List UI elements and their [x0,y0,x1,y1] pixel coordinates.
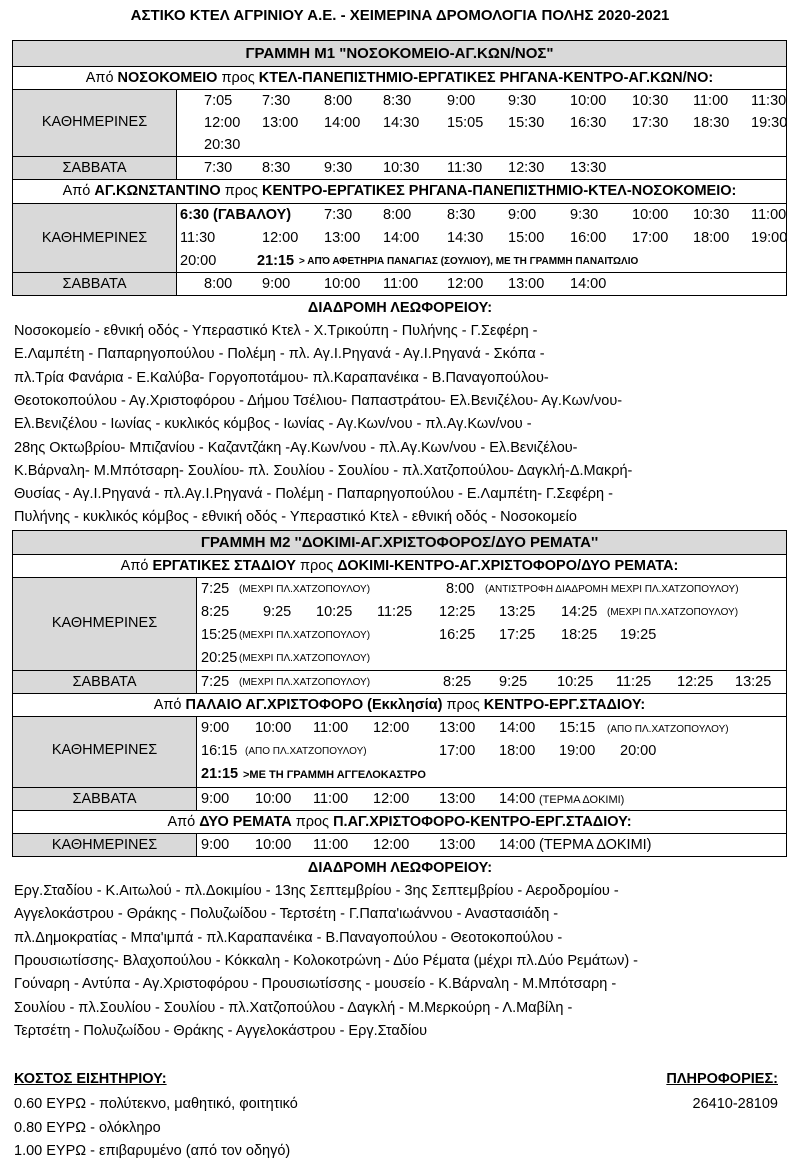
time: 11:00 [383,276,419,292]
time: 16:15 [201,743,238,759]
time: 21:15 [201,766,239,782]
m2-d2-weekday-times [196,716,787,788]
route-note: (ΑΠΟ ΠΛ.ΧΑΤΖΟΠΟΥΛΟΥ) [245,746,367,757]
time: 19:00 [751,230,788,246]
m2-header: ΓΡΑΜΜΗ Μ2 ''ΔΟΚΙΜΙ-ΑΓ.ΧΡΙΣΤΟΦΟΡΟΣ/ΔΥΟ ΡΕΜΑΤΑ'' [200,534,599,551]
time: 12:00 [447,276,484,292]
time: 7:30 [324,207,353,223]
time: 20:25 [201,650,238,666]
time: 11:30 [447,160,483,176]
m2-d1-saturday-label-cell [12,670,197,694]
m2-dir3-row [12,810,787,834]
m2-d3-weekday-times [196,833,787,857]
weekday-label: ΚΑΘΗΜΕΡΙΝΕΣ [51,837,158,853]
time: 9:00 [201,791,230,807]
time: 13:00 [508,276,545,292]
route-line: Ε.Λαμπέτη - Παπαρηγοπούλου - Πολέμη - πλ. Αγ.Ι.Ρηγανά - Αγ.Ι.Ρηγανά - Σκόπα - [14,346,545,363]
time: 8:00 [204,276,233,292]
time: 19:30 [751,115,788,131]
weekday-label: ΚΑΘΗΜΕΡΙΝΕΣ [41,230,148,246]
m1-d2-saturday-label-cell [12,272,177,296]
m2-dir2-row [12,693,787,717]
time: 17:00 [439,743,476,759]
fares-title: ΚΟΣΤΟΣ ΕΙΣΗΤΗΡΙΟΥ: [14,1071,167,1087]
time: 11:00 [313,720,349,736]
m2-dir1-row [12,554,787,578]
route-note: > ΑΠΌ ΑΦΕΤΗΡΙΑ ΠΑΝΑΓΙΑΣ (ΣΟΥΛΙΟΥ), ΜΕ ΤΗ ΓΡΑΜΜΗ ΠΑΝΑΙΤΩΛΙΟ [299,256,639,267]
time: 9:30 [570,207,599,223]
time: 20:00 [180,253,217,269]
route-line: Προυσιωτίσσης- Βλαχοπούλου - Κόκκαλη - Κολοκοτρώνη - Δύο Ρέματα (μέχρι πλ.Δύο Ρεμάτων) - [14,952,639,969]
m1-d1-saturday-times [176,156,787,180]
m1-header-box [12,40,787,67]
time: 15:25 [201,627,238,643]
time: 8:30 [383,93,412,109]
info-phone: 26410-28109 [692,1096,778,1112]
time: 10:00 [632,207,669,223]
time: 7:25 [201,674,230,690]
route-note: >ΜΕ ΤΗ ΓΡΑΜΜΗ ΑΓΓΕΛΟΚΑΣΤΡΟ [243,769,426,781]
m1-dir2-label: Από ΑΓ.ΚΩΝΣΤΑΝΤΙΝΟ προς ΚΕΝΤΡΟ-ΕΡΓΑΤΙΚΕΣ ΡΗΓΑΝΑ-ΠΑΝΕΠΙΣΤΗΜΙΟ-ΚΤΕΛ-ΝΟΣΟΚΟΜΕΙΟ: [62,183,737,199]
m1-d2-weekday-times [176,203,787,273]
time: 13:00 [324,230,361,246]
time: 10:00 [570,93,607,109]
time: 8:25 [201,604,230,620]
time: 20:30 [204,137,241,153]
time: 16:00 [570,230,607,246]
time: 13:00 [439,720,476,736]
time: 15:00 [508,230,545,246]
time: 12:30 [508,160,545,176]
m1-d2-weekday-label-cell [12,203,177,273]
time: 8:30 [447,207,476,223]
time: 10:30 [632,93,669,109]
time: 20:00 [620,743,657,759]
time: 14:30 [383,115,420,131]
page-title: ΑΣΤΙΚΟ ΚΤΕΛ ΑΓΡΙΝΙΟΥ Α.Ε. - ΧΕΙΜΕΡΙΝΑ ΔΡΟΜΟΛΟΓΙΑ ΠΟΛΗΣ 2020-2021 [130,7,670,24]
time: 13:00 [439,837,476,853]
time: 14:00 [324,115,361,131]
m1-dir1-label: Από ΝΟΣΟΚΟΜΕΙΟ προς ΚΤΕΛ-ΠΑΝΕΠΙΣΤΗΜΙΟ-ΕΡΓΑΤΙΚΕΣ ΡΗΓΑΝΑ-ΚΕΝΤΡΟ-ΑΓ.ΚΩΝ/ΝΟ: [85,70,714,86]
m2-d3-weekday-label-cell [12,833,197,857]
time: 9:30 [324,160,353,176]
weekday-label: ΚΑΘΗΜΕΡΙΝΕΣ [51,742,158,758]
time: 11:30 [180,230,216,246]
time: 13:00 [439,791,476,807]
route-line: Κ.Βάρναλη- Μ.Μπότσαρη- Σουλίου- πλ. Σουλίου - Σουλίου - πλ.Χατζοπούλου- Δαγκλή-Δ.Μακρή- [14,462,633,479]
time: 13:00 [262,115,299,131]
route-line: πλ.Δημοκρατίας - Μπα'ιμπά - πλ.Καραπανέικα - Β.Παναγοπούλου - Θεοτοκοπούλου - [14,929,563,946]
route-line: Γούναρη - Αντύπα - Αγ.Χριστοφόρου - Προυσιωτίσσης - μουσείο - Κ.Βάρναλη - Μ.Μπότσαρη - [14,976,617,993]
m1-d1-weekday-times [176,89,787,157]
time: 11:00 [313,791,349,807]
time: 10:00 [255,837,292,853]
route-note: (ΜΕΧΡΙ ΠΛ.ΧΑΤΖΟΠΟΥΛΟΥ) [239,677,371,688]
time: 9:00 [201,837,230,853]
route-line: 1.00 ΕΥΡΩ - επιβαρυμένο (από τον οδηγό) [14,1143,291,1159]
time: 9:25 [499,674,528,690]
time: 8:00 [324,93,353,109]
time: 7:25 [201,581,230,597]
route-line: Θυσίας - Αγ.Ι.Ρηγανά - πλ.Αγ.Ι.Ρηγανά - Πολέμη - Παπαρηγοπούλου - Ε.Λαμπέτη- Γ.Σεφέρη - [14,486,613,503]
time: 18:00 [693,230,730,246]
time: 14:00 [499,837,536,853]
time: 13:25 [735,674,772,690]
time: 7:30 [204,160,233,176]
time: 11:25 [616,674,652,690]
route-line: Εργ.Σταδίου - Κ.Αιτωλού - πλ.Δοκιμίου - 13ης Σεπτεμβρίου - 3ης Σεπτεμβρίου - Αεροδρομίου - [14,883,619,899]
route-line: πλ.Τρία Φανάρια - Ε.Καλύβα- Γοργοποτάμου- πλ.Καραπανέικα - Β.Παναγοπούλου- [14,369,549,386]
time: 11:25 [377,604,413,620]
time: 15:05 [447,115,484,131]
time: 17:25 [499,627,536,643]
time: 13:25 [499,604,536,620]
time: 10:00 [255,720,292,736]
m2-dir1-label: Από ΕΡΓΑΤΙΚΕΣ ΣΤΑΔΙΟΥ προς ΔΟΚΙΜΙ-ΚΕΝΤΡΟ-ΑΓ.ΧΡΙΣΤΟΦΟΡΟ/ΔΥΟ ΡΕΜΑΤΑ: [120,558,679,574]
time: 11:00 [751,207,787,223]
route-note: (ΜΕΧΡΙ ΠΛ.ΧΑΤΖΟΠΟΥΛΟΥ) [607,607,739,618]
route-note: (ΜΕΧΡΙ ΠΛ.ΧΑΤΖΟΠΟΥΛΟΥ) [239,630,371,641]
time: 12:25 [677,674,714,690]
weekday-label: ΚΑΘΗΜΕΡΙΝΕΣ [41,114,148,130]
time: 21:15 [257,253,295,269]
time: 13:30 [570,160,607,176]
time: 11:00 [313,837,349,853]
time: 7:30 [262,93,291,109]
time: 14:30 [447,230,484,246]
info-title: ΠΛΗΡΟΦΟΡΙΕΣ: [666,1071,778,1087]
m2-d1-weekday-label-cell [12,577,197,671]
time: 14:00 [570,276,607,292]
route-line: Πυλήνης - κυκλικός κόμβος - εθνική οδός - Υπεραστικό Κτελ - εθνική οδός - Νοσοκομείο [14,509,577,526]
time: 10:00 [255,791,292,807]
route-line: Νοσοκομείο - εθνική οδός - Υπεραστικό Κτελ - Χ.Τρικούπη - Πυλήνης - Γ.Σεφέρη - [14,323,538,339]
saturday-label: ΣΑΒΒΑΤΑ [72,674,137,690]
route-note: (ΑΠΟ ΠΛ.ΧΑΤΖΟΠΟΥΛΟΥ) [607,724,729,735]
time: 12:25 [439,604,476,620]
time: 7:05 [204,93,233,109]
time: 17:00 [632,230,669,246]
m2-d1-weekday-times [196,577,787,671]
m2-d2-saturday-times [196,787,787,811]
time: 9:00 [447,93,476,109]
time: 19:25 [620,627,657,643]
time: 9:25 [263,604,292,620]
time: 12:00 [373,837,410,853]
weekday-label: ΚΑΘΗΜΕΡΙΝΕΣ [51,615,158,631]
route-line: Αγγελοκάστρου - Θράκης - Πολυζωίδου - Τερτσέτη - Γ.Παπα'ιωάννου - Αναστασιάδη - [14,906,559,923]
m1-header: ΓΡΑΜΜΗ Μ1 "ΝΟΣΟΚΟΜΕΙΟ-ΑΓ.ΚΩΝ/ΝΟΣ" [245,45,554,62]
time: 19:00 [559,743,596,759]
time: 18:25 [561,627,598,643]
time: 12:00 [373,720,410,736]
saturday-label: ΣΑΒΒΑΤΑ [72,791,137,807]
time: 11:00 [693,93,729,109]
route-line: Τερτσέτη - Πολυζωίδου - Θράκης - Αγγελοκάστρου - Εργ.Σταδίου [14,1022,428,1039]
time: 10:25 [316,604,353,620]
m2-header-box [12,530,787,555]
time: 12:00 [204,115,241,131]
route-line: Σουλίου - πλ.Σουλίου - Σουλίου - πλ.Χατζοπούλου - Δαγκλή - Μ.Μερκούρη - Λ.Μαβίλη - [14,999,573,1016]
time: 14:25 [561,604,598,620]
time: 9:30 [508,93,537,109]
time: 12:00 [373,791,410,807]
time: 9:00 [262,276,291,292]
time: 11:30 [751,93,787,109]
m1-d1-saturday-label-cell [12,156,177,180]
time: 16:30 [570,115,607,131]
time: 17:30 [632,115,669,131]
time: 14:00 [383,230,420,246]
route-line: Ελ.Βενιζέλου - Ιωνίας - κυκλικός κόμβος - Ιωνίας - Αγ.Κων/νου - πλ.Αγ.Κων/νου - [14,416,532,433]
time: 8:30 [262,160,291,176]
first-departure: 6:30 (ΓΑΒΑΛΟΥ) [180,207,292,223]
m1-dir1-row [12,66,787,90]
route-note: (ΤΕΡΜΑ ΔΟΚΙΜΙ) [539,837,652,853]
time: 12:00 [262,230,299,246]
m2-dir3-label: Από ΔΥΟ ΡΕΜΑΤΑ προς Π.ΑΓ.ΧΡΙΣΤΟΦΟΡΟ-ΚΕΝΤΡΟ-ΕΡΓ.ΣΤΑΔΙΟΥ: [167,814,632,830]
route-line: 0.60 ΕΥΡΩ - πολύτεκνο, μαθητικό, φοιτητικό [14,1096,298,1112]
time: 14:00 [499,791,536,807]
time: 8:00 [446,581,475,597]
time: 15:30 [508,115,545,131]
time: 8:00 [383,207,412,223]
route-line: 0.80 ΕΥΡΩ - ολόκληρο [14,1119,161,1136]
time: 9:00 [201,720,230,736]
m1-d2-saturday-times [176,272,787,296]
time: 10:00 [324,276,361,292]
m1-dir2-row [12,179,787,204]
route-note: (ΜΕΧΡΙ ΠΛ.ΧΑΤΖΟΠΟΥΛΟΥ) [239,584,371,595]
time: 14:00 [499,720,536,736]
route-line: Θεοτοκοπούλου - Αγ.Χριστοφόρου - Δήμου Τσέλιου- Παπαστράτου- Ελ.Βενιζέλου- Αγ.Κων/νου- [14,392,623,409]
m2-d1-saturday-times [196,670,787,694]
time: 18:00 [499,743,536,759]
time: 10:25 [557,674,594,690]
route-note: (ΑΝΤΙΣΤΡΟΦΗ ΔΙΑΔΡΟΜΗ ΜΕΧΡΙ ΠΛ.ΧΑΤΖΟΠΟΥΛΟΥ) [485,584,739,595]
saturday-label: ΣΑΒΒΑΤΑ [62,160,127,176]
saturday-label: ΣΑΒΒΑΤΑ [62,276,127,292]
m2-dir2-label: Από ΠΑΛΑΙΟ ΑΓ.ΧΡΙΣΤΟΦΟΡΟ (Εκκλησία) προς ΚΕΝΤΡΟ-ΕΡΓ.ΣΤΑΔΙΟΥ: [153,697,646,713]
time: 10:30 [693,207,730,223]
route-line: 28ης Οκτωβρίου- Μπιζανίου - Καζαντζάκη -Αγ.Κων/νου - πλ.Αγ.Κων/νου - Ελ.Βενιζέλου- [14,439,578,456]
route-note: (ΜΕΧΡΙ ΠΛ.ΧΑΤΖΟΠΟΥΛΟΥ) [239,653,371,664]
time: 8:25 [443,674,472,690]
m1-route-title: ΔΙΑΔΡΟΜΗ ΛΕΩΦΟΡΕΙΟΥ: [307,300,493,316]
route-note: (ΤΕΡΜΑ ΔΟΚΙΜΙ) [539,794,625,806]
time: 16:25 [439,627,476,643]
time: 9:00 [508,207,537,223]
time: 18:30 [693,115,730,131]
m2-d2-saturday-label-cell [12,787,197,811]
m2-route-title: ΔΙΑΔΡΟΜΗ ΛΕΩΦΟΡΕΙΟΥ: [307,860,493,876]
m1-d1-weekday-label-cell [12,89,177,157]
time: 10:30 [383,160,420,176]
time: 15:15 [559,720,596,736]
m2-d2-weekday-label-cell [12,716,197,788]
